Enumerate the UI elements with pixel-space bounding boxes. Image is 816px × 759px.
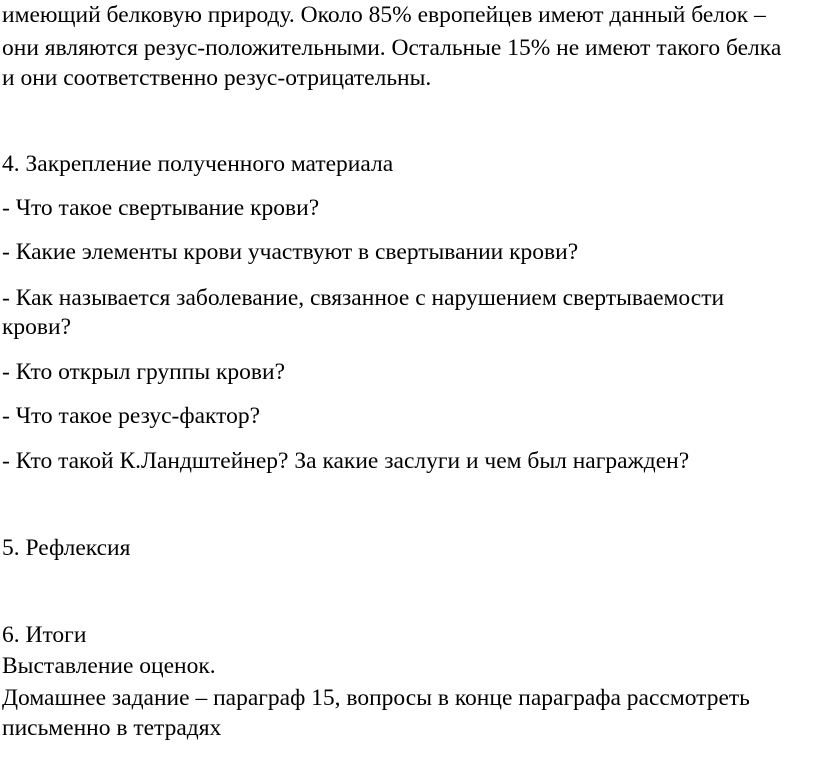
grades-text: Выставление оценок. [2, 653, 216, 679]
intro-text-line-1: имеющий белковую природу. Около 85% европейцев имеют данный белок – [2, 2, 766, 28]
intro-text-line-2: они являются резус-положительными. Остальные 15% не имеют такого белка [2, 35, 782, 61]
question-6: - Кто такой К.Ландштейнер? За какие заслуги и чем был награжден? [2, 448, 690, 474]
question-4: - Кто открыл группы крови? [2, 359, 285, 385]
question-5: - Что такое резус-фактор? [2, 403, 261, 429]
question-3-line-2: крови? [2, 314, 72, 340]
section-5-heading: 5. Рефлексия [2, 535, 131, 561]
question-2: - Какие элементы крови участвуют в свертывании крови? [2, 239, 579, 265]
intro-text-line-3: и они соответственно резус-отрицательны. [2, 65, 432, 91]
section-6-heading: 6. Итоги [2, 622, 87, 648]
homework-line-1: Домашнее задание – параграф 15, вопросы в конце параграфа рассмотреть [2, 685, 750, 711]
question-1: - Что такое свертывание крови? [2, 195, 320, 221]
section-4-heading: 4. Закрепление полученного материала [2, 151, 394, 177]
homework-line-2: письменно в тетрадях [2, 715, 222, 741]
question-3-line-1: - Как называется заболевание, связанное с нарушением свертываемости [2, 285, 725, 311]
